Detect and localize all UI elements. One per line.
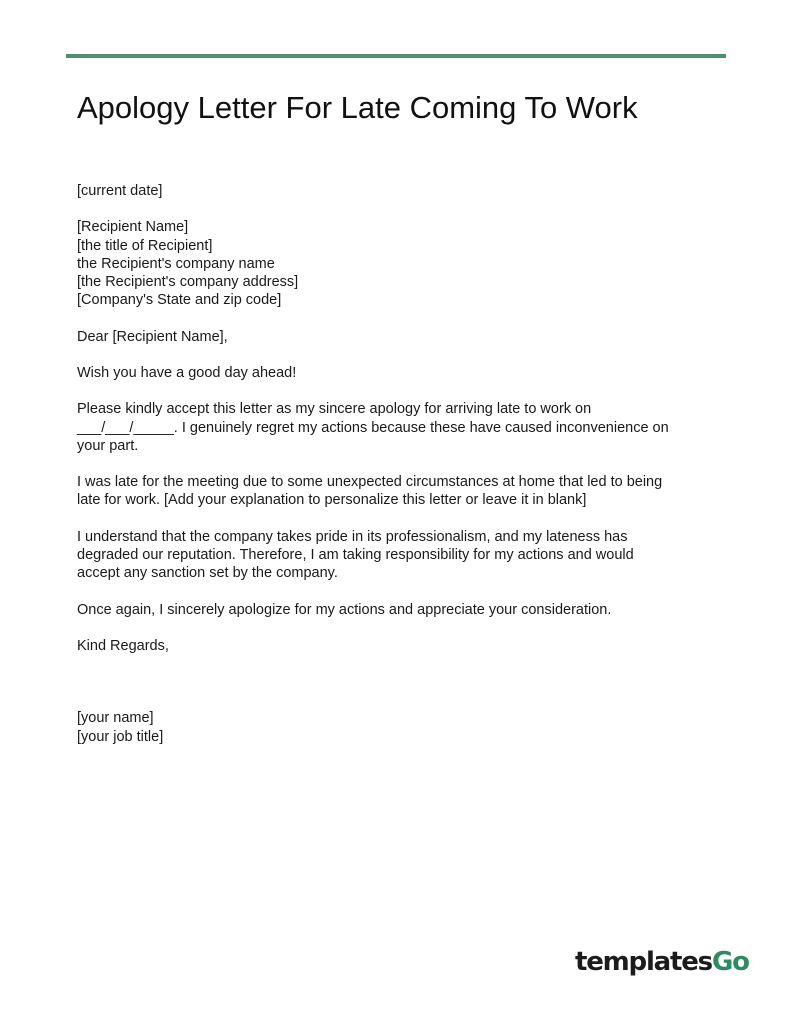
recipient-state-zip: [Company's State and zip code] bbox=[77, 292, 282, 309]
salutation-line: Dear [Recipient Name], bbox=[77, 328, 228, 345]
paragraph-line: I was late for the meeting due to some unexpected circumstances at home that led to being bbox=[77, 474, 663, 491]
signature-space bbox=[77, 673, 737, 709]
header-accent-rule bbox=[66, 54, 726, 58]
paragraph-line: late for work. [Add your explanation to personalize this letter or leave it in blank] bbox=[77, 492, 587, 509]
explanation-paragraph bbox=[77, 473, 737, 509]
closing-line: Kind Regards, bbox=[77, 637, 169, 654]
letter-body bbox=[77, 182, 737, 764]
paragraph-line: degraded our reputation. Therefore, I am taking responsibility for my actions and would bbox=[77, 546, 634, 563]
recipient-name: [Recipient Name] bbox=[77, 219, 189, 236]
signature-block bbox=[77, 709, 737, 745]
templatesgo-logo bbox=[575, 942, 749, 982]
signature-name: [your name] bbox=[77, 710, 154, 727]
responsibility-paragraph bbox=[77, 528, 737, 583]
date-line: [current date] bbox=[77, 183, 163, 199]
logo-text-go: Go bbox=[711, 947, 749, 977]
logo-text-templates: templates bbox=[575, 947, 712, 977]
salutation bbox=[77, 328, 737, 346]
paragraph-line: Once again, I sincerely apologize for my actions and appreciate your consideration. bbox=[77, 601, 612, 618]
greeting-paragraph bbox=[77, 364, 737, 382]
greeting-line: Wish you have a good day ahead! bbox=[77, 364, 297, 381]
recipient-title: [the title of Recipient] bbox=[77, 237, 213, 254]
recipient-block bbox=[77, 218, 737, 309]
paragraph-line: accept any sanction set by the company. bbox=[77, 565, 338, 582]
letter-date bbox=[77, 182, 737, 200]
recipient-company-name: the Recipient's company name bbox=[77, 255, 275, 272]
paragraph-line: I understand that the company takes pride in its professionalism, and my lateness has bbox=[77, 528, 628, 545]
document-title: Apology Letter For Late Coming To Work bbox=[77, 90, 638, 125]
closing bbox=[77, 637, 737, 655]
paragraph-line: your part. bbox=[77, 437, 139, 454]
paragraph-line: ___/___/_____. I genuinely regret my actions because these have caused inconvenience on bbox=[77, 419, 669, 436]
apology-paragraph bbox=[77, 400, 737, 455]
signature-job-title: [your job title] bbox=[77, 728, 164, 745]
paragraph-line: Please kindly accept this letter as my sincere apology for arriving late to work on bbox=[77, 401, 592, 418]
closing-apology-paragraph bbox=[77, 601, 737, 619]
recipient-company-address: [the Recipient's company address] bbox=[77, 274, 299, 290]
